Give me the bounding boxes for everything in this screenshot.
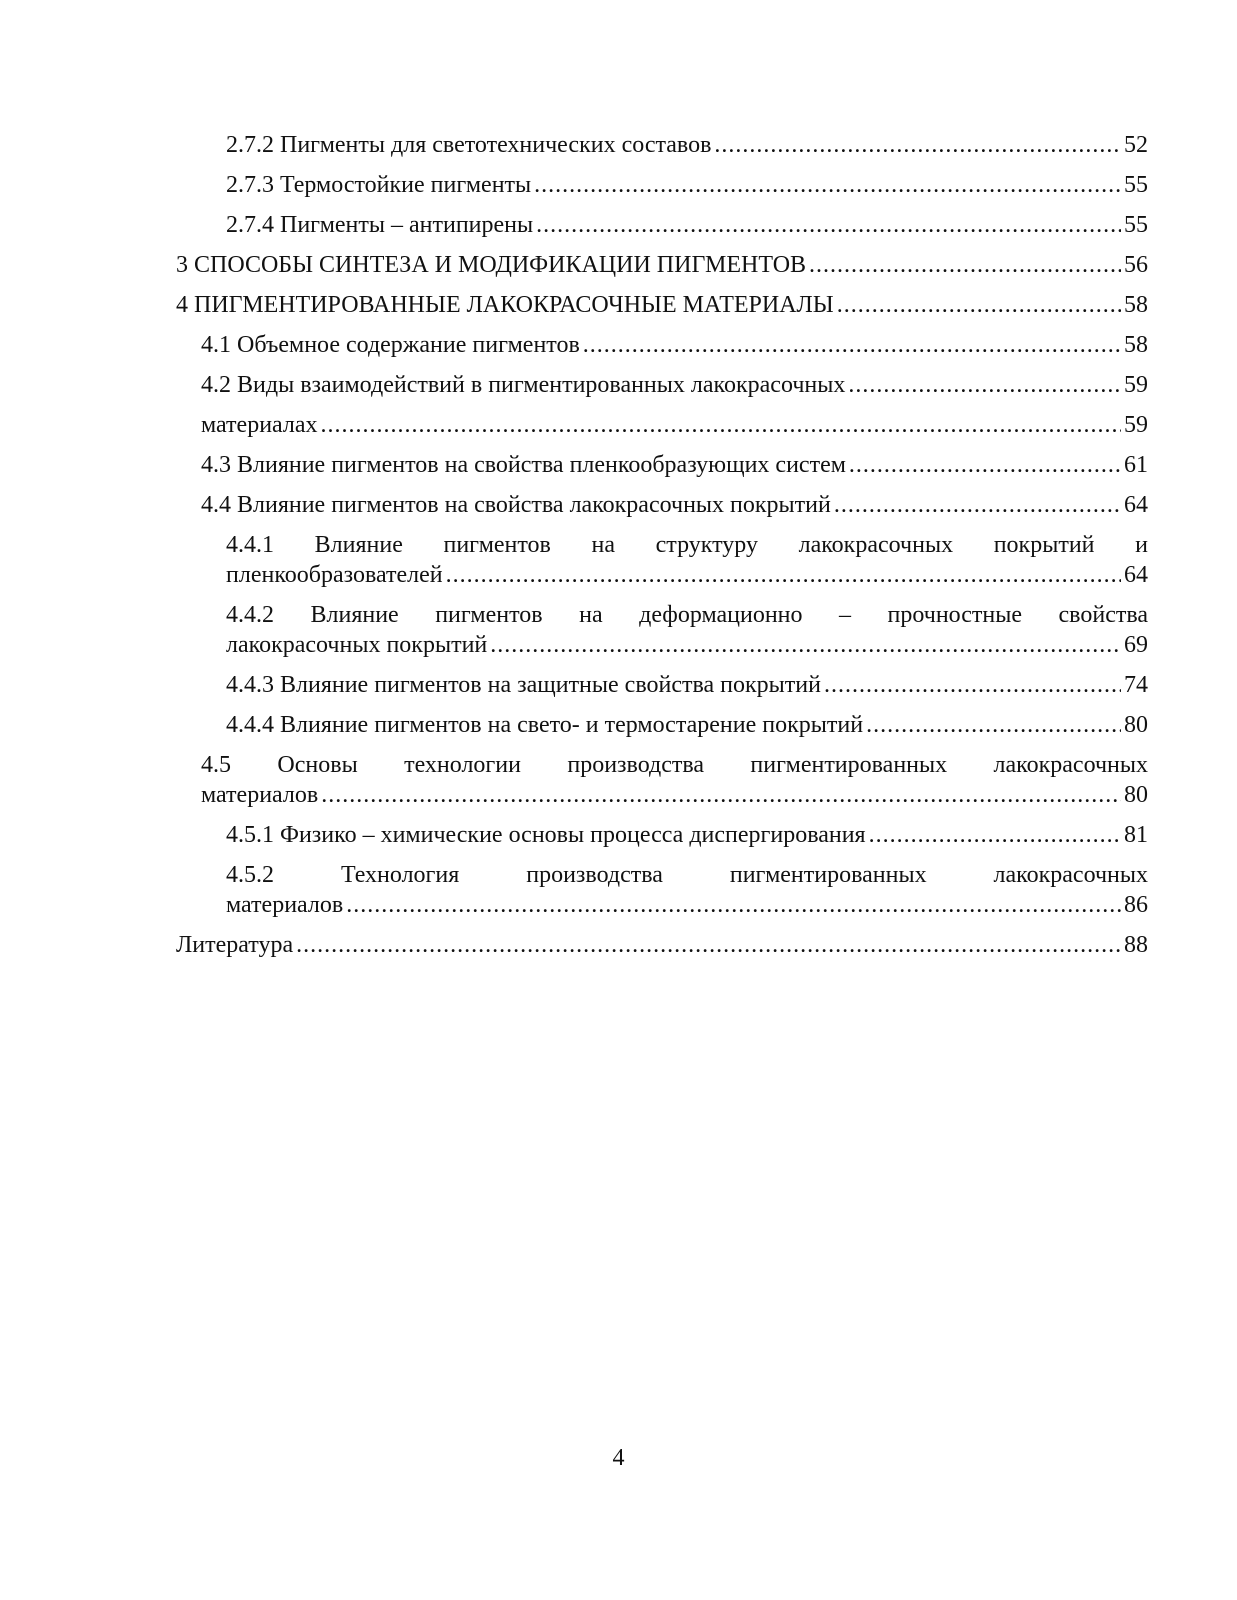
toc-entry-page: 64	[1124, 492, 1148, 518]
dot-leader	[849, 450, 1121, 480]
toc-entry-title: 4.5 Основы технологии производства пигментированных лакокрасочных	[201, 752, 1148, 778]
toc-entry[interactable]	[176, 450, 1148, 480]
toc-entry[interactable]	[176, 410, 1148, 440]
toc-entry-page: 61	[1124, 452, 1148, 478]
toc-entry[interactable]	[176, 600, 1148, 660]
dot-leader	[869, 820, 1121, 850]
toc-entry[interactable]	[176, 210, 1148, 240]
toc-entry-page: 80	[1124, 712, 1148, 738]
toc-entry-page: 80	[1124, 782, 1148, 808]
toc-entry-page: 58	[1124, 332, 1148, 358]
toc-entry-page: 59	[1124, 412, 1148, 438]
toc-entry-title: Литература	[176, 932, 294, 958]
page-number: 4	[612, 1445, 625, 1471]
toc-entry-title: 4 ПИГМЕНТИРОВАННЫЕ ЛАКОКРАСОЧНЫЕ МАТЕРИАЛЫ	[176, 292, 834, 318]
toc-entry[interactable]	[176, 670, 1148, 700]
toc-entry[interactable]	[176, 130, 1148, 160]
toc-entry[interactable]	[176, 490, 1148, 520]
dot-leader	[296, 930, 1121, 960]
toc-entry-page: 55	[1124, 172, 1148, 198]
toc-entry[interactable]	[176, 860, 1148, 920]
toc-entry-title-continuation: лакокрасочных покрытий	[226, 632, 488, 658]
toc-entry[interactable]	[176, 750, 1148, 810]
dot-leader	[866, 710, 1121, 740]
dot-leader	[534, 170, 1121, 200]
toc-entry[interactable]	[176, 930, 1148, 960]
dot-leader	[346, 890, 1121, 920]
dot-leader	[321, 780, 1121, 810]
toc-entry-title-continuation: пленкообразователей	[226, 562, 443, 588]
dot-leader	[446, 560, 1121, 590]
toc-entry-page: 86	[1124, 892, 1148, 918]
toc-entry-title: 4.4.2 Влияние пигментов на деформационно – прочностные свойства	[226, 602, 1148, 628]
dot-leader	[583, 330, 1121, 360]
toc-entry-title: 4.4 Влияние пигментов на свойства лакокрасочных покрытий	[201, 492, 831, 518]
dot-leader	[824, 670, 1121, 700]
toc-entry-title: 2.7.3 Термостойкие пигменты	[226, 172, 532, 198]
dot-leader	[714, 130, 1121, 160]
toc-entry-page: 74	[1124, 672, 1148, 698]
toc-entry-title: 2.7.2 Пигменты для светотехнических составов	[226, 132, 712, 158]
toc-entry[interactable]	[176, 250, 1148, 280]
toc-entry-title: 4.4.3 Влияние пигментов на защитные свойства покрытий	[226, 672, 821, 698]
toc-entry-title: 4.5.2 Технология производства пигментированных лакокрасочных	[226, 862, 1148, 888]
toc-entry-title: материалах	[201, 412, 318, 438]
toc-entry-title: 4.3 Влияние пигментов на свойства пленкообразующих систем	[201, 452, 846, 478]
toc-entry-page: 81	[1124, 822, 1148, 848]
toc-entry-page: 52	[1124, 132, 1148, 158]
dot-leader	[536, 210, 1121, 240]
toc-entry-title: 4.1 Объемное содержание пигментов	[201, 332, 580, 358]
toc-entry[interactable]	[176, 710, 1148, 740]
toc-entry-page: 64	[1124, 562, 1148, 588]
toc-entry[interactable]	[176, 330, 1148, 360]
toc-entry[interactable]	[176, 370, 1148, 400]
dot-leader	[490, 630, 1121, 660]
toc-entry-page: 88	[1124, 932, 1148, 958]
toc-entry-title-continuation: материалов	[201, 782, 319, 808]
dot-leader	[321, 410, 1121, 440]
toc-entry[interactable]	[176, 820, 1148, 850]
table-of-contents	[176, 130, 1148, 970]
toc-entry[interactable]	[176, 530, 1148, 590]
toc-entry-title: 4.4.4 Влияние пигментов на свето- и термостарение покрытий	[226, 712, 864, 738]
toc-entry-page: 58	[1124, 292, 1148, 318]
dot-leader	[837, 290, 1121, 320]
toc-entry-title: 3 СПОСОБЫ СИНТЕЗА И МОДИФИКАЦИИ ПИГМЕНТОВ	[176, 252, 807, 278]
dot-leader	[848, 370, 1121, 400]
toc-entry-page: 59	[1124, 372, 1148, 398]
dot-leader	[834, 490, 1121, 520]
toc-entry-title: 4.2 Виды взаимодействий в пигментированных лакокрасочных	[201, 372, 846, 398]
dot-leader	[809, 250, 1121, 280]
toc-entry-title: 4.5.1 Физико – химические основы процесса диспергирования	[226, 822, 866, 848]
toc-entry-title: 4.4.1 Влияние пигментов на структуру лакокрасочных покрытий и	[226, 532, 1148, 558]
toc-entry[interactable]	[176, 170, 1148, 200]
toc-entry-page: 56	[1124, 252, 1148, 278]
toc-entry-page: 55	[1124, 212, 1148, 238]
toc-entry-title-continuation: материалов	[226, 892, 344, 918]
toc-entry[interactable]	[176, 290, 1148, 320]
toc-entry-title: 2.7.4 Пигменты – антипирены	[226, 212, 534, 238]
toc-entry-page: 69	[1124, 632, 1148, 658]
